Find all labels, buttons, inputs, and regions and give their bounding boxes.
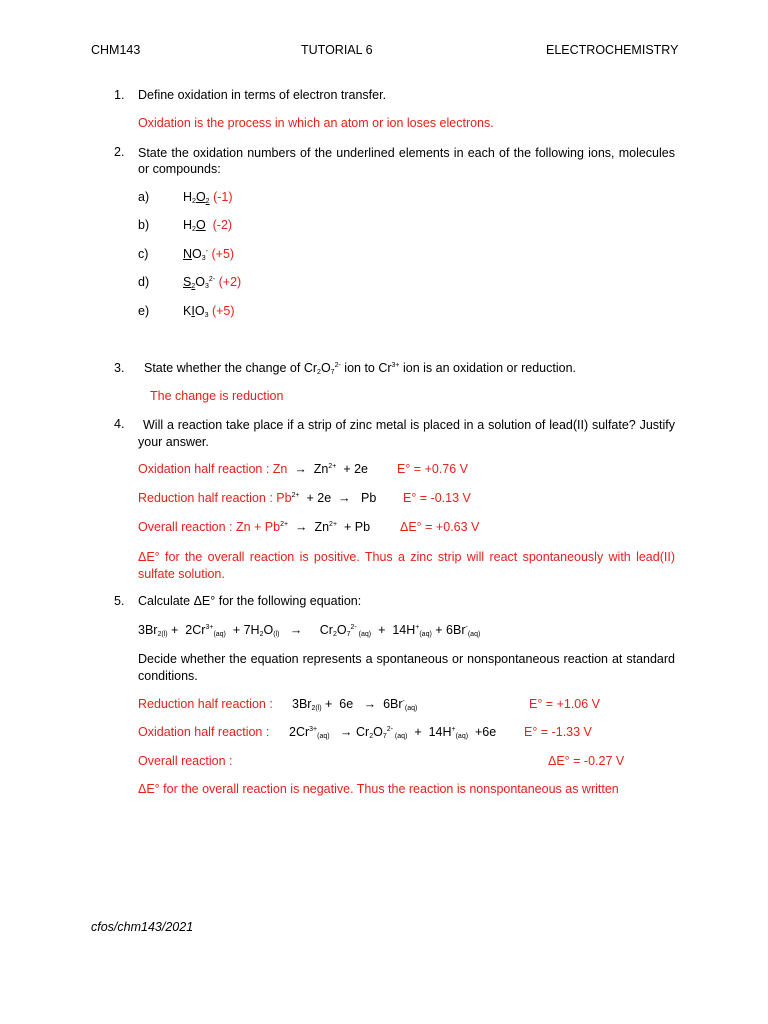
q4-overall: Overall reaction : $Zn + Pb^{2+} \to Zn^{2+} + Pb$ <box>138 520 371 534</box>
q4-conclusion: ΔE° for the overall reaction is positive. Thus a zinc strip will react spontaneously with lead(II) sulfate solution. <box>138 550 675 581</box>
q5-oxidation-e: E° = -1.33 V <box>524 725 592 739</box>
q2b-formula: $H_2O$ (-2) <box>183 218 233 233</box>
q2-number: 2. <box>114 145 125 159</box>
q4-overall-e: ΔE° = +0.63 V <box>400 520 480 534</box>
q2a-formula: $H_2O_2$ (-1) <box>183 190 233 205</box>
q4-text: Will a reaction take place if a strip of zinc metal is placed in a solution of lead(II) sulfate? Justify your answer. <box>138 418 675 449</box>
q5-oxidation-label: Oxidation half reaction : <box>138 725 270 739</box>
q2b-label: b) <box>138 218 150 232</box>
header-topic: ELECTROCHEMISTRY <box>546 43 679 57</box>
header-title: TUTORIAL 6 <box>301 43 373 57</box>
q4-reduction-e: E° = -0.13 V <box>403 491 471 505</box>
q2d-formula: $S_2O_3^{2-}$ (+2) <box>183 275 242 290</box>
q5-oxidation-eq: $2Cr^{3+}_{(aq)} \to Cr_2O_7^{2-}$ $_{(aq)} + 14H^+_{(aq)} +6e$ <box>289 725 497 740</box>
q3-answer: The change is reduction <box>150 389 284 403</box>
q5-overall-e: ΔE° = -0.27 V <box>548 754 625 768</box>
q5-overall-label: Overall reaction : <box>138 754 233 768</box>
q5-number: 5. <box>114 594 125 608</box>
q5-conclusion: ΔE° for the overall reaction is negative. Thus the reaction is nonspontaneous as written <box>138 782 619 796</box>
q4-number: 4. <box>114 417 125 431</box>
q1-number: 1. <box>114 88 125 102</box>
q3-text: State whether the change of $Cr_2O_7^{2-}$ ion to $Cr^{3+}$ ion is an oxidation or reduction. <box>144 361 577 376</box>
q4-oxidation-e: E° = +0.76 V <box>397 462 469 476</box>
q4-reduction-half: Reduction half reaction : $Pb^{2+} + 2e \to Pb$ <box>138 491 377 505</box>
q5-reduction-eq: $3Br_{2(l)} + 6e \to 6Br^-_{(aq)}$ <box>292 697 418 712</box>
q2-text: State the oxidation numbers of the underlined elements in each of the following ions, molecules or compounds: <box>138 146 675 176</box>
q2c-label: c) <box>138 247 149 261</box>
q5-equation: $3Br_{2(l)} + 2Cr^{3+}_{(aq)} + 7H_2O_{(l)}$ → $Cr_2O_7^{2-}$ $_{(aq)} + 14H^+_{(aq)} + 6Br^-_{(aq)}$ <box>138 623 481 638</box>
q2e-label: e) <box>138 304 150 318</box>
q4-oxidation-half: Oxidation half reaction : $Zn \to Zn^{2+} + 2e$ <box>138 462 368 476</box>
q1-text: Define oxidation in terms of electron transfer. <box>138 88 387 102</box>
q5-reduction-e: E° = +1.06 V <box>529 697 601 711</box>
q5-decide: Decide whether the equation represents a spontaneous or nonspontaneous reaction at standard conditions. <box>138 652 675 683</box>
header-course: CHM143 <box>91 43 141 57</box>
q5-reduction-label: Reduction half reaction : <box>138 697 273 711</box>
q1-answer: Oxidation is the process in which an atom or ion loses electrons. <box>138 116 494 130</box>
q2a-label: a) <box>138 190 150 204</box>
q2c-formula: $NO_3^-$ (+5) <box>183 247 235 262</box>
q5-text: Calculate ΔE° for the following equation: <box>138 594 362 608</box>
q2e-formula: $KIO_3$ (+5) <box>183 304 235 319</box>
footer-code: cfos/chm143/2021 <box>91 920 194 934</box>
q2d-label: d) <box>138 275 150 289</box>
q3-number: 3. <box>114 361 125 375</box>
